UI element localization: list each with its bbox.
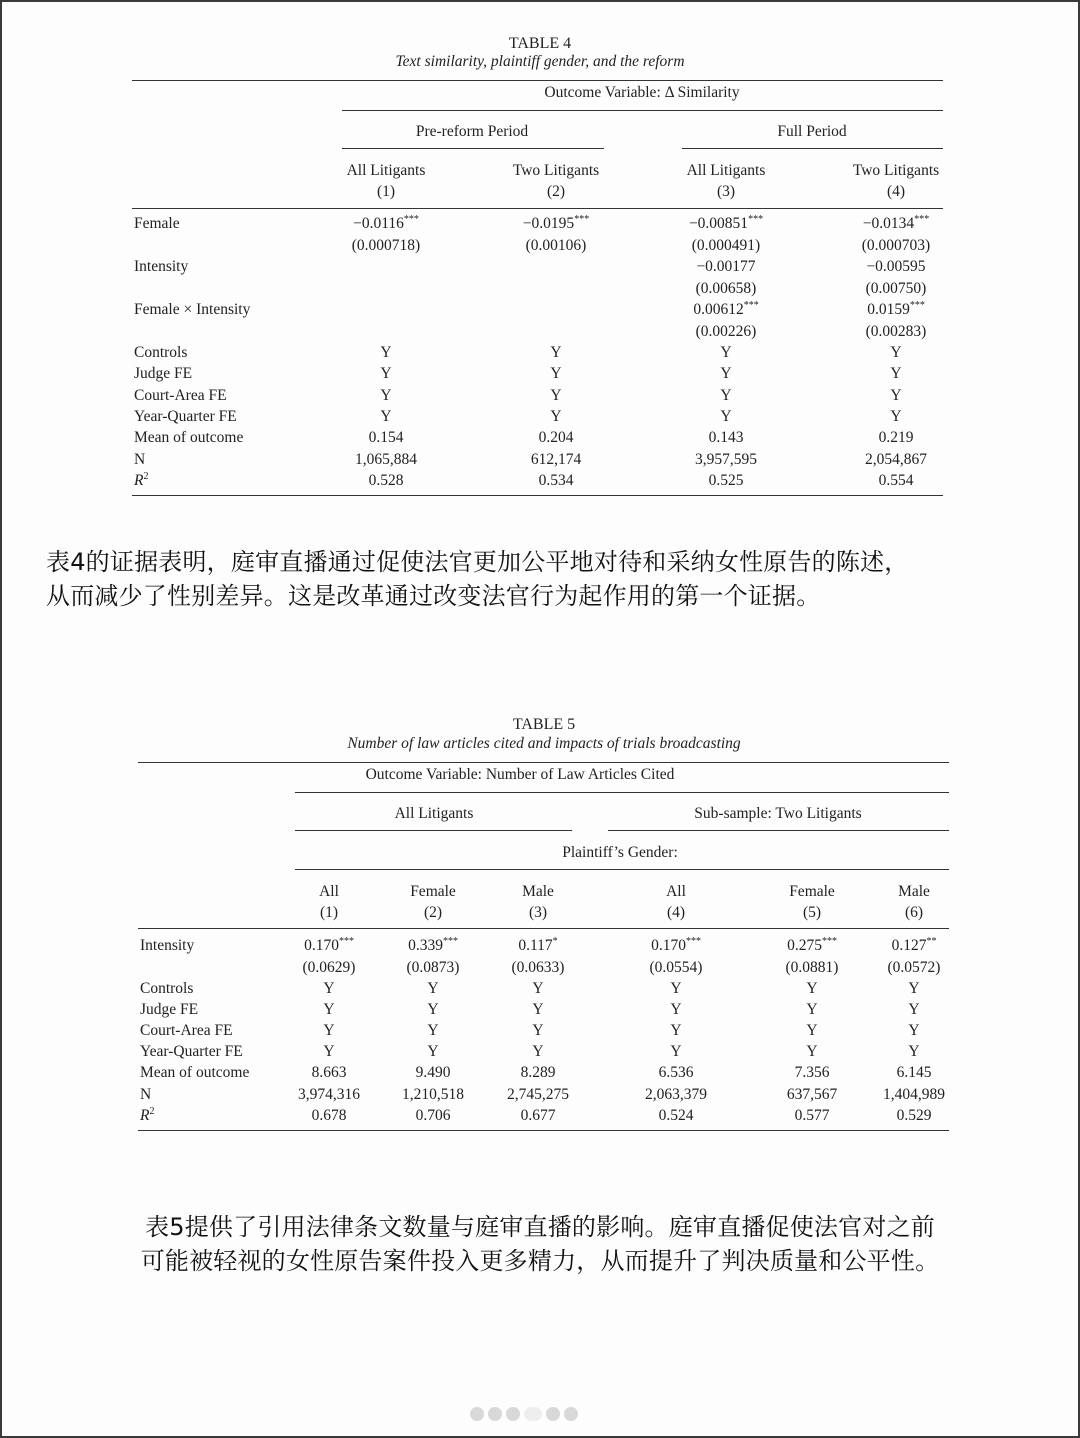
table-cell: Y <box>670 1043 682 1061</box>
table-cell: Y <box>380 344 392 361</box>
column-header-number: (1) <box>376 183 396 200</box>
table5-subheader-rule <box>295 869 949 870</box>
standard-error: (0.00106) <box>525 236 587 254</box>
coefficient: −0.0134*** <box>862 214 930 232</box>
column-header-number: (6) <box>904 904 924 921</box>
table-cell: Y <box>532 979 544 997</box>
row-label: Intensity <box>140 937 195 954</box>
table-cell: 9.490 <box>415 1064 451 1082</box>
coefficient: 0.127** <box>891 936 937 954</box>
table4-caption: Text similarity, plaintiff gender, and the reform <box>395 53 685 70</box>
table5-group-rule-2 <box>608 830 949 831</box>
table-cell: Y <box>908 1021 920 1039</box>
row-label: N <box>134 450 146 468</box>
table-cell: Y <box>550 407 562 425</box>
table5-label: TABLE 5 <box>512 716 576 733</box>
table-cell: Y <box>550 365 562 383</box>
column-header-number: (2) <box>546 183 566 200</box>
table-cell: 8.663 <box>311 1064 347 1082</box>
table-cell: Y <box>890 344 902 361</box>
column-header-name: Two Litigants <box>512 162 600 179</box>
table-cell: Y <box>890 365 902 383</box>
significance-stars: *** <box>338 936 354 947</box>
significance-stars: *** <box>685 936 701 947</box>
row-label: Female × Intensity <box>134 301 251 318</box>
table5-group-two: Sub-sample: Two Litigants <box>694 805 862 822</box>
table4-group-rule-2 <box>682 148 943 149</box>
table4-header-rule <box>132 208 943 209</box>
column-header-name: All Litigants <box>346 162 426 179</box>
table-cell: 0.678 <box>311 1106 347 1124</box>
row-label: Year-Quarter FE <box>134 407 237 425</box>
column-header-name: All <box>666 883 686 900</box>
paragraph-1-line-2: 从而减少了性别差异。这是改革通过改变法官行为起作用的第一个证据。 <box>46 582 821 610</box>
row-label: N <box>140 1085 152 1103</box>
table-cell: 6.536 <box>658 1064 694 1082</box>
significance-stars: *** <box>914 214 930 225</box>
table-cell: 612,174 <box>530 450 582 468</box>
table-cell: Y <box>427 1043 439 1061</box>
table-cell: Y <box>427 979 439 997</box>
table5-subheader: Plaintiff’s Gender: <box>562 844 678 861</box>
column-header-number: (1) <box>319 904 339 921</box>
table-cell: Y <box>532 1021 544 1039</box>
column-header-name: Male <box>522 883 554 900</box>
page-dot[interactable] <box>524 1407 542 1421</box>
table-cell: 0.529 <box>896 1106 932 1124</box>
significance-stars: *** <box>909 300 925 311</box>
paragraph-2-line-1: 表5提供了引用法律条文数量与庭审直播的影响。庭审直播促使法官对之前 <box>145 1213 935 1241</box>
table-cell: 6.145 <box>896 1064 932 1082</box>
coefficient: 0.00612*** <box>693 300 759 318</box>
column-header-number: (5) <box>802 904 822 921</box>
page-dot[interactable] <box>506 1407 520 1421</box>
page-dot[interactable] <box>564 1407 578 1421</box>
standard-error: (0.000491) <box>691 236 761 254</box>
table-cell: Y <box>720 344 732 361</box>
table-cell: Y <box>380 407 392 425</box>
standard-error: (0.00283) <box>865 322 927 340</box>
table-cell: Y <box>532 1043 544 1061</box>
page-indicator[interactable] <box>470 1407 578 1421</box>
table-cell: 637,567 <box>786 1085 838 1103</box>
table-cell: Y <box>323 1000 335 1018</box>
table-cell: Y <box>550 344 562 361</box>
standard-error: (0.0554) <box>649 958 703 976</box>
table5-top-rule <box>138 762 949 763</box>
coefficient: −0.00595 <box>866 258 926 275</box>
standard-error: (0.00226) <box>695 322 757 340</box>
paragraph-2-line-2: 可能被轻视的女性原告案件投入更多精力，从而提升了判决质量和公平性。 <box>140 1247 940 1275</box>
table-cell: Y <box>908 1000 920 1018</box>
table-cell: 0.554 <box>878 471 914 489</box>
table-cell: 0.204 <box>538 429 574 447</box>
column-header-number: (3) <box>528 904 548 921</box>
coefficient: 0.170*** <box>304 936 354 954</box>
coefficient: 0.0159*** <box>867 300 925 318</box>
page-dot[interactable] <box>546 1407 560 1421</box>
table-cell: Y <box>550 386 562 404</box>
table-cell: 3,974,316 <box>298 1085 360 1103</box>
column-header-number: (3) <box>716 183 736 200</box>
table-cell: Y <box>890 407 902 425</box>
standard-error: (0.0572) <box>887 958 941 976</box>
row-label: Mean of outcome <box>134 429 244 447</box>
paragraph-1-line-1: 表4的证据表明，庭审直播通过促使法官更加公平地对待和采纳女性原告的陈述， <box>46 548 909 576</box>
table-cell: Y <box>427 1021 439 1039</box>
coefficient: 0.275*** <box>787 936 837 954</box>
table-cell: Y <box>720 407 732 425</box>
table5-outcome-rule <box>295 792 949 793</box>
table-cell: Y <box>380 365 392 383</box>
coefficient: −0.0195*** <box>522 214 590 232</box>
page-dot[interactable] <box>470 1407 484 1421</box>
row-label: Female <box>134 215 180 232</box>
table-cell: Y <box>806 979 818 997</box>
table-cell: Y <box>427 1000 439 1018</box>
table-cell: Y <box>670 979 682 997</box>
coefficient: −0.00177 <box>696 258 756 275</box>
table-cell: 1,210,518 <box>402 1085 464 1103</box>
coefficient: 0.170*** <box>651 936 701 954</box>
row-label: Mean of outcome <box>140 1064 250 1082</box>
row-label: Judge FE <box>134 365 193 383</box>
significance-stars: ** <box>926 936 937 947</box>
standard-error: (0.0633) <box>511 958 565 976</box>
table-cell: 3,957,595 <box>695 450 757 468</box>
table5-group-rule-1 <box>295 830 572 831</box>
significance-stars: *** <box>821 936 837 947</box>
table4-label: TABLE 4 <box>508 35 572 52</box>
row-label: Intensity <box>134 258 189 275</box>
table-cell: 7.356 <box>794 1064 830 1082</box>
paragraph-1 <box>46 545 1056 613</box>
table-cell: Y <box>323 1043 335 1061</box>
table-cell: Y <box>323 979 335 997</box>
table-cell: 0.577 <box>794 1106 830 1124</box>
table4-top-rule <box>132 80 943 81</box>
table5-group-all: All Litigants <box>394 805 474 822</box>
paragraph-2 <box>60 1210 1020 1278</box>
table-cell: Y <box>532 1000 544 1018</box>
table4-bottom-rule <box>132 495 943 496</box>
column-header-number: (4) <box>886 183 906 200</box>
standard-error: (0.0629) <box>302 958 356 976</box>
row-label: Court-Area FE <box>140 1021 233 1039</box>
table-cell: 2,054,867 <box>865 450 927 468</box>
table5-header-rule <box>138 928 949 929</box>
column-header-name: Male <box>898 883 930 900</box>
coefficient: −0.0116*** <box>353 214 419 232</box>
column-header-number: (4) <box>666 904 686 921</box>
table5-bottom-rule <box>138 1130 949 1131</box>
table-cell: 0.154 <box>368 429 404 447</box>
table4-group-full: Full Period <box>777 123 847 140</box>
standard-error: (0.0873) <box>406 958 460 976</box>
row-label: $R^2$ <box>134 470 149 489</box>
column-header-name: Female <box>789 883 835 900</box>
table-cell: Y <box>806 1000 818 1018</box>
standard-error: (0.000718) <box>351 236 421 254</box>
table5-caption: Number of law articles cited and impacts of trials broadcasting <box>347 735 741 752</box>
table-cell: Y <box>806 1021 818 1039</box>
coefficient: 0.339*** <box>408 936 458 954</box>
significance-stars: *** <box>748 214 764 225</box>
row-label: $R^2$ <box>140 1105 155 1124</box>
table-cell: 0.525 <box>708 471 744 489</box>
table-cell: Y <box>380 386 392 404</box>
table4-outcome-rule <box>342 110 943 111</box>
table-cell: Y <box>670 1000 682 1018</box>
significance-stars: *** <box>442 936 458 947</box>
coefficient: 0.117* <box>518 936 558 954</box>
standard-error: (0.00658) <box>695 279 757 297</box>
significance-stars: * <box>552 936 558 947</box>
row-label: Year-Quarter FE <box>140 1043 243 1061</box>
column-header-name: Female <box>410 883 456 900</box>
page-dot[interactable] <box>488 1407 502 1421</box>
table5-outcome-label: Outcome Variable: Number of Law Articles Cited <box>365 766 675 783</box>
table-cell: Y <box>908 1043 920 1061</box>
table-cell: 8.289 <box>520 1064 556 1082</box>
column-header-name: Two Litigants <box>852 162 940 179</box>
table-cell: 0.143 <box>708 429 744 447</box>
table-cell: 0.706 <box>415 1106 451 1124</box>
row-label: Controls <box>140 979 194 997</box>
row-label: Judge FE <box>140 1000 199 1018</box>
standard-error: (0.00750) <box>865 279 927 297</box>
column-header-name: All Litigants <box>686 162 766 179</box>
standard-error: (0.0881) <box>785 958 839 976</box>
table-cell: Y <box>908 979 920 997</box>
row-label: Controls <box>134 344 188 361</box>
table-cell: 2,063,379 <box>645 1085 707 1103</box>
table-cell: 0.524 <box>658 1106 694 1124</box>
coefficient: −0.00851*** <box>688 214 764 232</box>
table-cell: 0.528 <box>368 471 404 489</box>
table-cell: Y <box>670 1021 682 1039</box>
table4-group-pre-reform: Pre-reform Period <box>415 123 529 140</box>
table-cell: Y <box>323 1021 335 1039</box>
table-cell: 0.534 <box>538 471 574 489</box>
table-cell: 0.677 <box>520 1106 556 1124</box>
table-cell: 0.219 <box>878 429 914 447</box>
standard-error: (0.000703) <box>861 236 931 254</box>
table4-outcome-label: Outcome Variable: Δ Similarity <box>544 84 740 101</box>
table-cell: 2,745,275 <box>507 1085 569 1103</box>
table-cell: Y <box>890 386 902 404</box>
table-cell: Y <box>720 365 732 383</box>
table-cell: 1,404,989 <box>883 1085 945 1103</box>
table4-group-rule-1 <box>342 148 604 149</box>
table-cell: Y <box>806 1043 818 1061</box>
column-header-number: (2) <box>423 904 443 921</box>
table-cell: 1,065,884 <box>355 450 417 468</box>
significance-stars: *** <box>403 214 419 225</box>
significance-stars: *** <box>574 214 590 225</box>
table-cell: Y <box>720 386 732 404</box>
column-header-name: All <box>319 883 339 900</box>
row-label: Court-Area FE <box>134 386 227 404</box>
significance-stars: *** <box>743 300 759 311</box>
